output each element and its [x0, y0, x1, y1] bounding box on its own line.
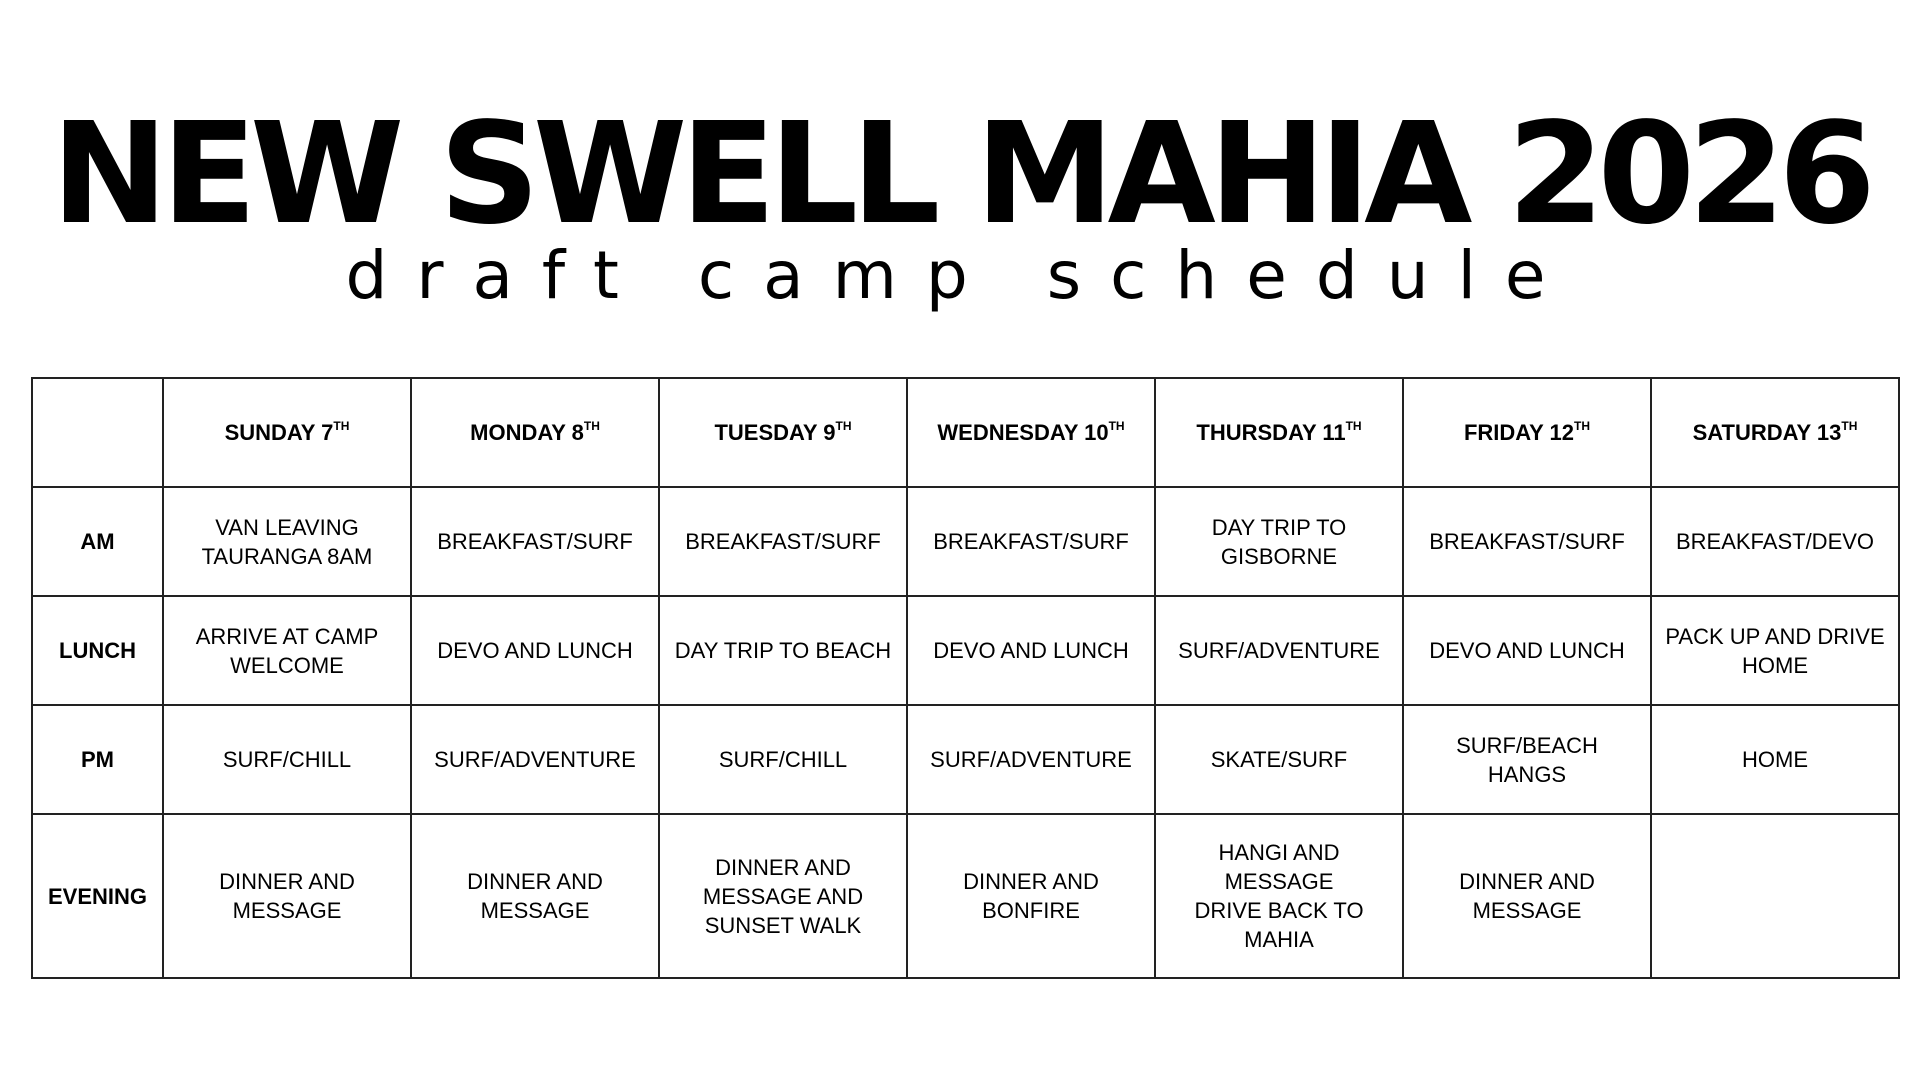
- schedule-cell: SKATE/SURF: [1155, 705, 1403, 814]
- row-label-evening: EVENING: [32, 814, 163, 978]
- schedule-cell: BREAKFAST/SURF: [411, 487, 659, 596]
- row-label-pm: PM: [32, 705, 163, 814]
- day-label: MONDAY 8: [470, 420, 584, 445]
- schedule-cell: HOME: [1651, 705, 1899, 814]
- day-header-tuesday: [659, 378, 907, 487]
- day-header-sunday: [163, 378, 411, 487]
- schedule-cell: ARRIVE AT CAMP WELCOME: [163, 596, 411, 705]
- corner-cell: [32, 378, 163, 487]
- schedule-cell: PACK UP AND DRIVE HOME: [1651, 596, 1899, 705]
- schedule-cell: DINNER AND MESSAGE: [163, 814, 411, 978]
- day-header-saturday: [1651, 378, 1899, 487]
- day-header-thursday: [1155, 378, 1403, 487]
- row-label-am: AM: [32, 487, 163, 596]
- schedule-cell: [1651, 814, 1899, 978]
- day-suffix: TH: [333, 419, 350, 433]
- schedule-cell: DAY TRIP TO GISBORNE: [1155, 487, 1403, 596]
- day-suffix: TH: [1841, 419, 1858, 433]
- schedule-cell: BREAKFAST/SURF: [907, 487, 1155, 596]
- schedule-cell: DEVO AND LUNCH: [907, 596, 1155, 705]
- day-label: SATURDAY 13: [1692, 420, 1842, 445]
- schedule-cell: BREAKFAST/DEVO: [1651, 487, 1899, 596]
- day-suffix: TH: [583, 419, 600, 433]
- schedule-cell: HANGI AND MESSAGE DRIVE BACK TO MAHIA: [1155, 814, 1403, 978]
- schedule-cell: SURF/ADVENTURE: [411, 705, 659, 814]
- day-label: SUNDAY 7: [224, 420, 334, 445]
- day-header-monday: [411, 378, 659, 487]
- day-label: WEDNESDAY 10: [937, 420, 1109, 445]
- schedule-cell: SURF/CHILL: [659, 705, 907, 814]
- page-subtitle: draft camp schedule: [345, 237, 1575, 314]
- day-label: TUESDAY 9: [714, 420, 836, 445]
- schedule-cell: SURF/BEACH HANGS: [1403, 705, 1651, 814]
- page-title: NEW SWELL MAHIA 2026: [51, 93, 1869, 256]
- schedule-cell: DINNER AND MESSAGE AND SUNSET WALK: [659, 814, 907, 978]
- schedule-cell: DAY TRIP TO BEACH: [659, 596, 907, 705]
- schedule-cell: BREAKFAST/SURF: [1403, 487, 1651, 596]
- schedule-cell: VAN LEAVING TAURANGA 8AM: [163, 487, 411, 596]
- day-header-friday: [1403, 378, 1651, 487]
- day-label: THURSDAY 11: [1196, 420, 1346, 445]
- schedule-cell: DEVO AND LUNCH: [1403, 596, 1651, 705]
- schedule-cell: DINNER AND BONFIRE: [907, 814, 1155, 978]
- schedule-cell: BREAKFAST/SURF: [659, 487, 907, 596]
- table-row-evening: [32, 814, 1899, 978]
- schedule-cell: SURF/ADVENTURE: [1155, 596, 1403, 705]
- table-row-am: [32, 487, 1899, 596]
- day-suffix: TH: [835, 419, 852, 433]
- table-row-lunch: [32, 596, 1899, 705]
- schedule-cell: DINNER AND MESSAGE: [411, 814, 659, 978]
- schedule-cell: DINNER AND MESSAGE: [1403, 814, 1651, 978]
- schedule-cell: SURF/ADVENTURE: [907, 705, 1155, 814]
- day-suffix: TH: [1345, 419, 1362, 433]
- day-label: FRIDAY 12: [1463, 420, 1575, 445]
- day-header-wednesday: [907, 378, 1155, 487]
- day-suffix: TH: [1108, 419, 1125, 433]
- schedule-table: [31, 377, 1900, 979]
- day-suffix: TH: [1574, 419, 1591, 433]
- schedule-cell: SURF/CHILL: [163, 705, 411, 814]
- schedule-cell: DEVO AND LUNCH: [411, 596, 659, 705]
- table-row-pm: [32, 705, 1899, 814]
- row-label-lunch: LUNCH: [32, 596, 163, 705]
- header-row: [32, 378, 1899, 487]
